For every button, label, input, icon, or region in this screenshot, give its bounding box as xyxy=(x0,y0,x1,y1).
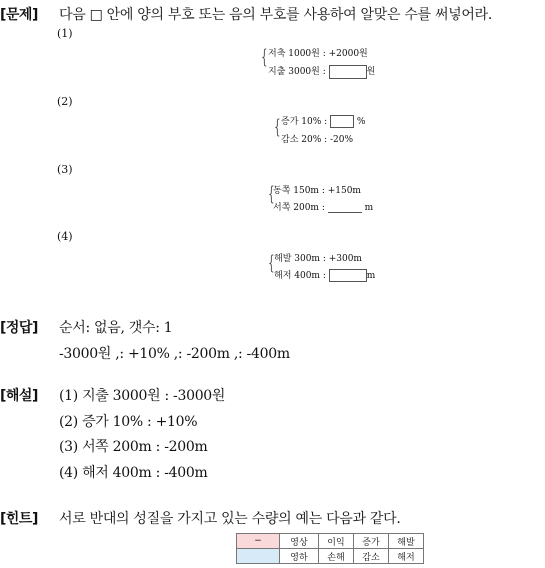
problem-instruction: 다음 □ 안에 양의 부호 또는 음의 부호를 사용하여 알맞은 수를 써넣어라. xyxy=(59,7,493,23)
item-3-line2-suffix: m xyxy=(364,203,374,213)
explanation-item-3: (3) 서쪽 200m : -200m xyxy=(59,439,208,455)
item-3-line2-prefix: 서쪽 200m : xyxy=(273,203,325,213)
item-4-line1: 해발 300m : +300m xyxy=(274,254,362,264)
hint-table-row xyxy=(237,549,424,564)
explanation-tag: [해설] xyxy=(0,388,38,404)
item-3-answer-box[interactable] xyxy=(328,202,362,213)
item-2-brace: { xyxy=(274,114,281,138)
hint-cell: 감소 xyxy=(354,549,389,564)
hint-text: 서로 반대의 성질을 가지고 있는 수량의 예는 다음과 같다. xyxy=(59,511,401,527)
hint-cell xyxy=(237,549,280,564)
item-1-number: (1) xyxy=(57,27,73,40)
item-1-line1: 저축 1000원 : +2000원 xyxy=(268,49,368,59)
item-2-number: (2) xyxy=(57,95,73,108)
explanation-item-1: (1) 지출 3000원 : -3000원 xyxy=(59,388,226,404)
answer-line1: 순서: 없음, 갯수: 1 xyxy=(59,320,173,336)
item-3-line2 xyxy=(273,200,373,213)
item-2-line2: 감소 20% : -20% xyxy=(281,135,354,145)
hint-cell: 이익 xyxy=(319,534,354,549)
hint-cell: 손해 xyxy=(319,549,354,564)
item-4-line2-suffix: m xyxy=(366,271,376,281)
hint-cell: 해발 xyxy=(389,534,424,549)
item-3-brace: { xyxy=(268,181,275,205)
item-4-brace: { xyxy=(268,250,275,274)
item-4-line2-prefix: 해저 400m : xyxy=(274,271,326,281)
hint-tag: [힌트] xyxy=(0,511,38,527)
item-4-line2 xyxy=(274,268,375,282)
item-3-line1: 동쪽 150m : +150m xyxy=(273,186,361,196)
hint-table-row xyxy=(237,534,424,549)
explanation-item-4: (4) 해저 400m : -400m xyxy=(59,465,208,481)
hint-cell: 증가 xyxy=(354,534,389,549)
item-2-line1 xyxy=(281,114,365,128)
item-1-line2 xyxy=(268,64,375,79)
item-3-number: (3) xyxy=(57,163,73,176)
hint-cell: 영상 xyxy=(280,534,319,549)
answer-tag: [정답] xyxy=(0,320,38,336)
explanation-item-2: (2) 증가 10% : +10% xyxy=(59,414,198,430)
item-2-line1-suffix: % xyxy=(356,117,366,127)
hint-cell: 영하 xyxy=(280,549,319,564)
item-1-line2-suffix: 원 xyxy=(366,67,376,77)
hint-cell: 해저 xyxy=(389,549,424,564)
item-1-brace: { xyxy=(261,44,268,68)
problem-tag: [문제] xyxy=(0,7,38,23)
item-1-answer-box[interactable] xyxy=(329,65,367,79)
hint-table xyxy=(236,533,424,564)
item-4-number: (4) xyxy=(57,230,73,243)
answer-line2: -3000원 ,: +10% ,: -200m ,: -400m xyxy=(59,346,290,362)
hint-cell: − xyxy=(237,534,280,549)
item-1-line2-prefix: 지출 3000원 : xyxy=(268,67,326,77)
item-4-answer-box[interactable] xyxy=(329,269,367,282)
item-2-answer-box[interactable] xyxy=(330,115,354,128)
item-2-line1-prefix: 증가 10% : xyxy=(281,117,328,127)
